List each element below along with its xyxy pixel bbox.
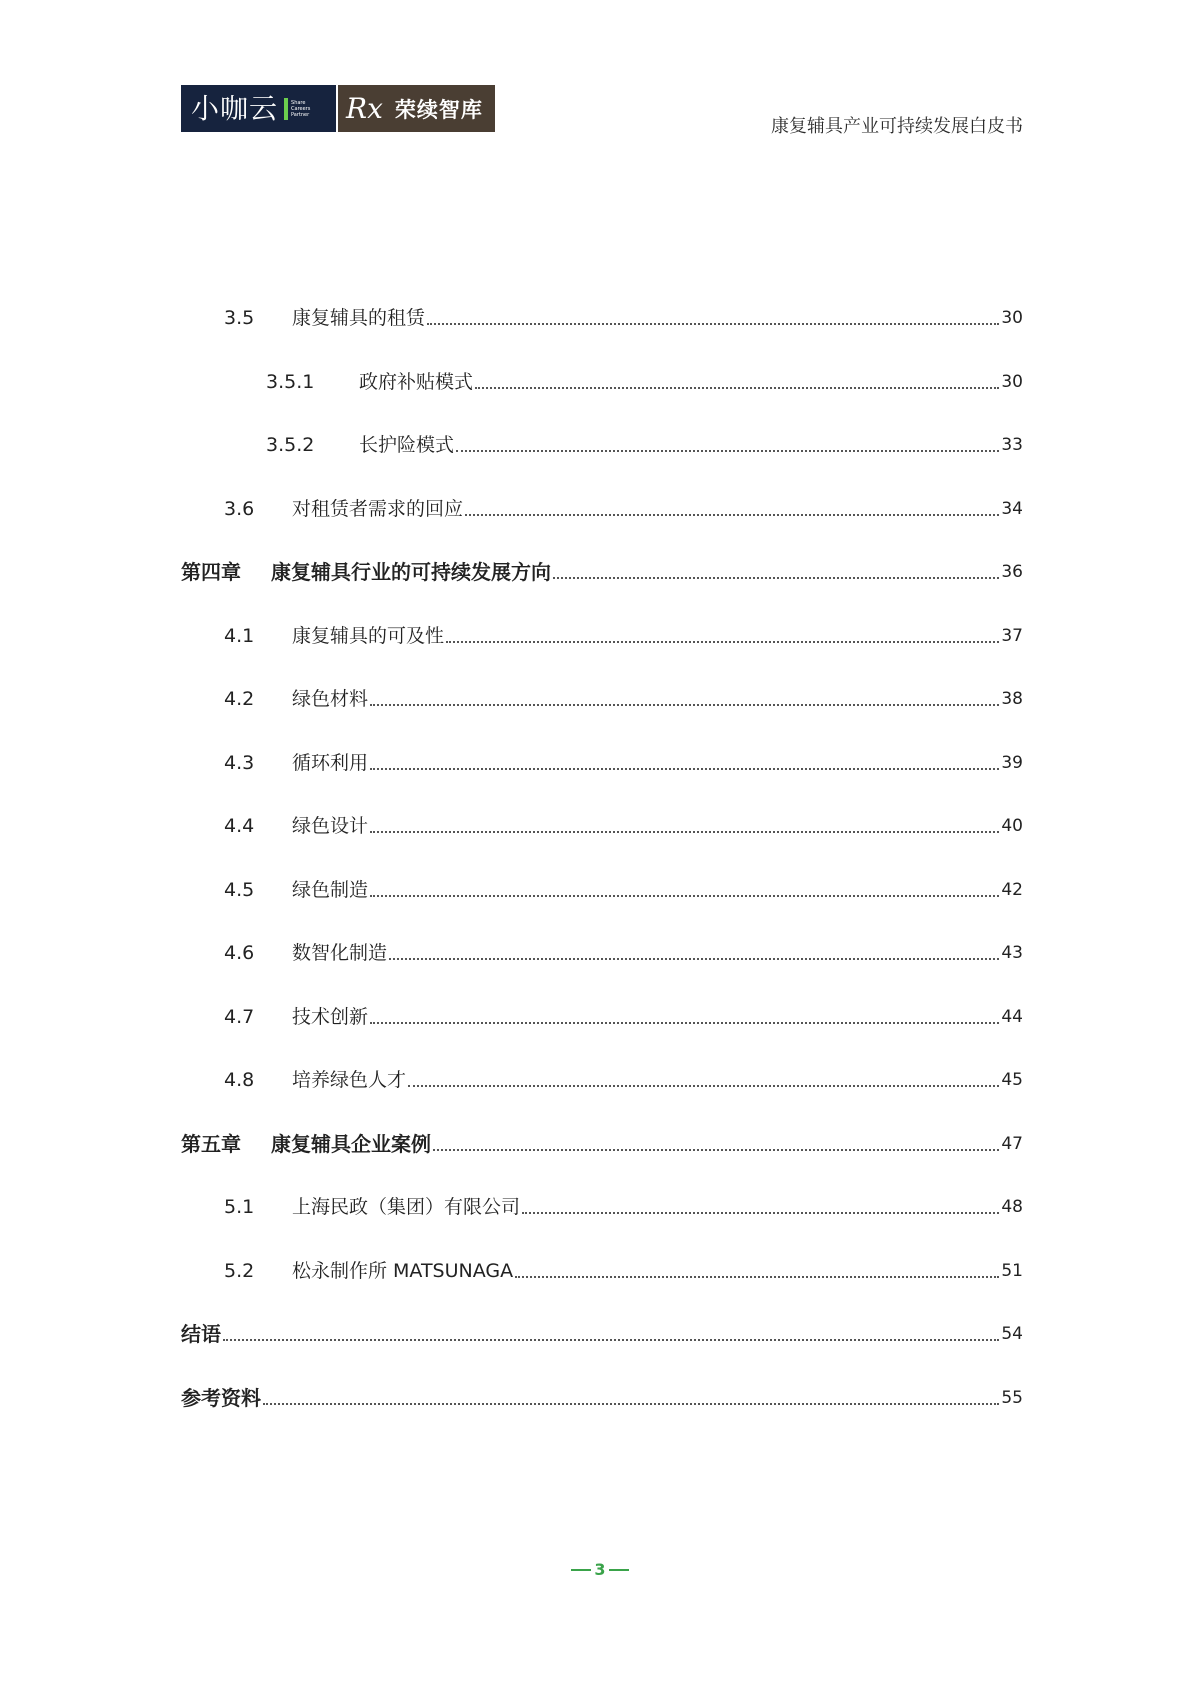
toc-entry-title: 绿色制造: [292, 878, 369, 901]
toc-entry-number: 4.5: [224, 878, 255, 901]
toc-leader-dots: [370, 895, 999, 897]
toc-entry-number: 4.2: [224, 688, 255, 710]
toc-entry-page: 38: [1001, 689, 1023, 709]
toc-leader-dots: [370, 704, 999, 706]
toc-entry[interactable]: [181, 999, 1023, 1029]
toc-leader-dots: [370, 768, 999, 770]
toc-entry-title: 绿色材料: [292, 688, 369, 710]
toc-entry-number: 4.4: [224, 815, 255, 837]
toc-leader-dots: [427, 323, 999, 325]
toc-entry[interactable]: [181, 745, 1023, 775]
toc-entry-title: 康复辅具企业案例: [271, 1131, 431, 1156]
toc-entry-title: 上海民政（集团）有限公司: [292, 1196, 521, 1218]
toc-entry-page: 51: [1001, 1260, 1023, 1281]
toc-entry-number: 第五章: [181, 1131, 241, 1156]
toc-entry[interactable]: [181, 1189, 1023, 1219]
toc-entry-title: 绿色设计: [292, 815, 369, 837]
logo-accent-bar: [284, 98, 288, 120]
toc-entry[interactable]: [181, 935, 1023, 965]
header-logo: [181, 85, 495, 132]
toc-entry-number: 4.3: [224, 751, 255, 774]
toc-entry-number: 3.5: [224, 307, 255, 329]
toc-entry[interactable]: [181, 1062, 1023, 1092]
toc-entry-title: 长护险模式: [359, 434, 455, 456]
page-number: [0, 1560, 1200, 1579]
toc-entry-page: 34: [1001, 498, 1023, 519]
xiaokayun-logo-text: 小咖云: [191, 91, 279, 125]
toc-entry-number: 5.2: [224, 1259, 255, 1282]
toc-entry-page: 36: [1001, 562, 1023, 582]
toc-leader-dots: [389, 958, 999, 960]
toc-leader-dots: [433, 1149, 999, 1151]
toc-entry-title: 康复辅具的可及性: [292, 624, 445, 647]
toc-entry[interactable]: [181, 1316, 1023, 1346]
toc-entry-page: 47: [1001, 1133, 1023, 1154]
toc-entry-number: 4.8: [224, 1069, 255, 1091]
toc-leader-dots: [475, 387, 999, 389]
toc-entry-number: 4.6: [224, 942, 255, 964]
toc-entry-title: 技术创新: [292, 1005, 369, 1028]
toc-entry-title: 参考资料: [181, 1385, 261, 1410]
toc-entry[interactable]: [181, 1253, 1023, 1283]
toc-entry[interactable]: [181, 364, 1023, 394]
toc-entry-title: 康复辅具行业的可持续发展方向: [271, 560, 551, 584]
toc-entry-page: 30: [1001, 371, 1023, 392]
logo-small-text: Share Careers Partner: [291, 99, 311, 118]
toc-entry[interactable]: [181, 1380, 1023, 1410]
document-title: 康复辅具产业可持续发展白皮书: [771, 116, 1023, 137]
toc-entry-title: 循环利用: [292, 751, 369, 774]
xiaokayun-logo: [181, 85, 336, 132]
toc-entry-page: 37: [1001, 625, 1023, 646]
toc-entry-page: 44: [1001, 1006, 1023, 1027]
toc-entry-title: 康复辅具的租赁: [292, 307, 426, 329]
toc-entry[interactable]: [181, 300, 1023, 330]
rongxu-logo: [338, 85, 495, 132]
toc-entry-page: 42: [1001, 879, 1023, 900]
toc-entry-page: 30: [1001, 308, 1023, 328]
toc-entry-number: 3.5.2: [266, 434, 315, 456]
toc-entry-title: 政府补贴模式: [359, 370, 474, 393]
toc-entry-title: 松永制作所 MATSUNAGA: [292, 1259, 514, 1282]
toc-entry[interactable]: [181, 427, 1023, 457]
toc-entry[interactable]: [181, 872, 1023, 902]
toc-entry[interactable]: [181, 1126, 1023, 1156]
toc-leader-dots: [223, 1339, 999, 1341]
rx-logo-mark: Rx: [346, 91, 383, 125]
toc-leader-dots: [370, 831, 999, 833]
toc-entry[interactable]: [181, 491, 1023, 521]
toc-leader-dots: [465, 514, 999, 516]
toc-entry-number: 第四章: [181, 560, 241, 584]
page-number-dash-right: [609, 1569, 629, 1571]
toc-entry-number: 4.1: [224, 624, 255, 647]
toc-leader-dots: [553, 577, 999, 579]
toc-entry-title: 结语: [181, 1322, 221, 1346]
toc-entry[interactable]: [181, 618, 1023, 648]
toc-entry[interactable]: [181, 808, 1023, 838]
page-number-value: 3: [594, 1560, 606, 1579]
toc-entry-title: 数智化制造: [292, 942, 388, 964]
toc-leader-dots: [263, 1403, 999, 1405]
toc-entry-number: 3.6: [224, 497, 255, 520]
toc-leader-dots: [370, 1022, 999, 1024]
toc-entry-number: 4.7: [224, 1005, 255, 1028]
rongxu-logo-text: 荣续智库: [394, 97, 483, 122]
toc-entry-page: 54: [1001, 1324, 1023, 1344]
toc-entry-page: 48: [1001, 1197, 1023, 1217]
toc-leader-dots: [522, 1212, 999, 1214]
toc-entry-page: 55: [1001, 1387, 1023, 1408]
toc-entry[interactable]: [181, 554, 1023, 584]
toc-entry-title: 对租赁者需求的回应: [292, 497, 464, 520]
toc-entry-page: 43: [1001, 943, 1023, 963]
toc-entry-number: 5.1: [224, 1196, 255, 1218]
toc-entry-title: 培养绿色人才: [292, 1069, 407, 1091]
toc-entry-page: 33: [1001, 435, 1023, 455]
toc-entry-page: 40: [1001, 816, 1023, 836]
toc-leader-dots: [456, 450, 999, 452]
toc-entry[interactable]: [181, 681, 1023, 711]
toc-leader-dots: [408, 1085, 999, 1087]
toc-entry-page: 45: [1001, 1070, 1023, 1090]
toc-leader-dots: [515, 1276, 999, 1278]
toc-leader-dots: [446, 641, 999, 643]
toc-entry-page: 39: [1001, 752, 1023, 773]
toc-entry-number: 3.5.1: [266, 370, 315, 393]
page-number-dash-left: [571, 1569, 591, 1571]
